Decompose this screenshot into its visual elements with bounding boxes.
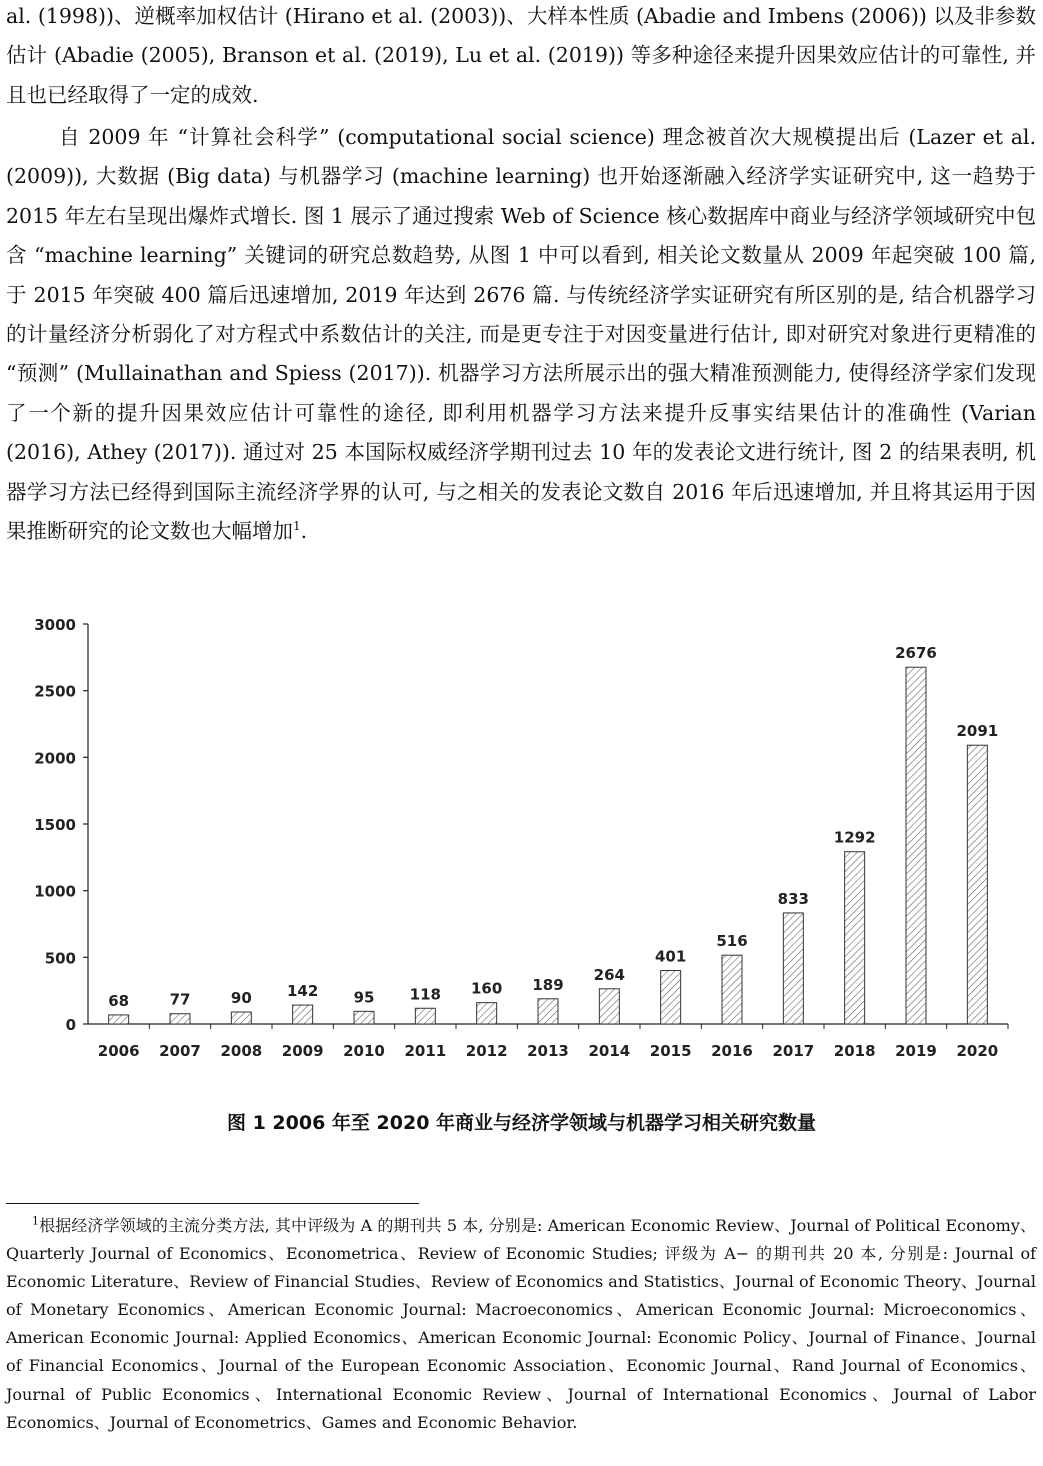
footnote-text: 根据经济学领域的主流分类方法, 其中评级为 A 的期刊共 5 本, 分别是: American Economic Review、Journal of Political Economy、Quarterly Journal of Economics、Econometrica、Review of Economic Studies; 评级为 A− 的期刊共 20 本, 分别是: Journal of Economic Literature、Review of Financial Studies、Review of Economics and Statistics、Journal of Economic Theory、Journal of Monetary Economics、American Economic Journal: Macroeconomics、American Economic Journal: Microeconomics、American Economic Journal: Applied Economics、American Economic Journal: Economic Policy、Journal of Finance、Journal of Financial Economics、Journal of the European Economic Association、Economic Journal、Rand Journal of Economics、Journal of Public Economics、International Economic Review、Journal of International Economics、Journal of Labor Economics、Journal of Econometrics、Games and Economic Behavior. bbox=[6, 1216, 1037, 1432]
bar bbox=[170, 1014, 190, 1024]
x-tick-label: 2019 bbox=[895, 1042, 937, 1060]
bar bbox=[109, 1015, 129, 1024]
x-tick-label: 2014 bbox=[588, 1042, 631, 1060]
bar bbox=[477, 1003, 497, 1024]
y-tick-label: 2000 bbox=[34, 749, 76, 768]
x-tick-label: 2013 bbox=[527, 1042, 569, 1060]
paragraph-2-end: . bbox=[300, 519, 308, 544]
bar bbox=[906, 667, 926, 1024]
x-tick-label: 2006 bbox=[97, 1042, 140, 1060]
paragraph-2 bbox=[6, 118, 1036, 551]
data-label: 118 bbox=[409, 985, 441, 1004]
x-tick-label: 2012 bbox=[465, 1042, 508, 1060]
figure-caption: 图 1 2006 年至 2020 年商业与经济学领域与机器学习相关研究数量 bbox=[226, 1112, 817, 1134]
x-tick-label: 2011 bbox=[404, 1042, 447, 1060]
bar bbox=[967, 745, 987, 1024]
y-tick-label: 2500 bbox=[34, 682, 76, 701]
data-label: 2676 bbox=[895, 644, 937, 663]
footnote bbox=[6, 1212, 1036, 1437]
x-tick-label: 2009 bbox=[281, 1042, 324, 1060]
data-label: 77 bbox=[169, 990, 191, 1009]
bar bbox=[415, 1008, 435, 1024]
data-label: 68 bbox=[108, 991, 130, 1010]
y-tick-label: 500 bbox=[44, 949, 76, 968]
bar bbox=[661, 971, 681, 1024]
x-tick-label: 2020 bbox=[956, 1042, 999, 1060]
y-tick-label: 1500 bbox=[34, 816, 76, 834]
paragraph-1-text: al. (1998))、逆概率加权估计 (Hirano et al. (2003))、大样本性质 (Abadie and Imbens (2006)) 以及非参数估计 (Abadie (2005), Branson et al. (2019), Lu et al. (2019)) 等多种途径来提升因果效应估计的可靠性, 并且也已经取得了一定的成效. bbox=[6, 4, 1036, 107]
bar bbox=[354, 1011, 374, 1024]
footnote-ref-mark[interactable]: 1 bbox=[293, 519, 301, 534]
bar bbox=[845, 852, 865, 1024]
bar bbox=[231, 1012, 251, 1024]
x-tick-label: 2008 bbox=[220, 1042, 263, 1060]
x-tick-label: 2010 bbox=[343, 1042, 385, 1060]
data-label: 516 bbox=[716, 932, 748, 951]
bar bbox=[293, 1005, 313, 1024]
data-label: 2091 bbox=[956, 722, 999, 741]
x-tick-label: 2015 bbox=[649, 1042, 692, 1060]
data-label: 189 bbox=[532, 975, 564, 994]
data-label: 264 bbox=[593, 965, 625, 984]
data-label: 95 bbox=[353, 988, 375, 1007]
x-tick-label: 2007 bbox=[159, 1042, 201, 1060]
footnote-rule bbox=[6, 1203, 419, 1204]
y-tick-label: 0 bbox=[65, 1016, 76, 1034]
bar bbox=[783, 913, 803, 1024]
bar bbox=[599, 989, 619, 1024]
data-label: 160 bbox=[471, 979, 503, 998]
data-label: 401 bbox=[655, 947, 687, 966]
paragraph-1 bbox=[6, 0, 1036, 115]
data-label: 833 bbox=[777, 889, 809, 908]
x-tick-label: 2017 bbox=[772, 1042, 815, 1060]
data-label: 90 bbox=[230, 989, 252, 1007]
figure-1-chart bbox=[0, 606, 1043, 1066]
y-tick-label: 1000 bbox=[34, 882, 76, 901]
bar bbox=[538, 999, 558, 1024]
paragraph-2-text: 自 2009 年 “计算社会科学” (computational social science) 理念被首次大规模提出后 (Lazer et al. (2009)), 大数据 (Big data) 与机器学习 (machine learning) 也开始逐渐融入经济学实证研究中, 这一趋势于 2015 年左右呈现出爆炸式增长. 图 1 展示了通过搜索 Web of Science 核心数据库中商业与经济学领域研究中包含 “machine learning” 关键词的研究总数趋势, 从图 1 中可以看到, 相关论文数量从 2009 年起突破 100 篇, 于 2015 年突破 400 篇后迅速增加, 2019 年达到 2676 篇. 与传统经济学实证研究有所区别的是, 结合机器学习的计量经济分析弱化了对方程式中系数估计的关注, 而是更专注于对因变量进行估计, 即对研究对象进行更精准的 “预测” (Mullainathan and Spiess (2017)). 机器学习方法所展示出的强大精准预测能力, 使得经济学家们发现了一个新的提升因果效应估计可靠性的途径, 即利用机器学习方法来提升反事实结果估计的准确性 (Varian (2016), Athey (2017)). 通过对 25 本国际权威经济学期刊过去 10 年的发表论文进行统计, 图 2 的结果表明, 机器学习方法已经得到国际主流经济学界的认可, 与之相关的发表论文数自 2016 年后迅速增加, 并且将其运用于因果推断研究的论文数也大幅增加 bbox=[6, 125, 1036, 544]
data-label: 1292 bbox=[833, 828, 876, 847]
bar-chart-svg bbox=[0, 606, 1043, 1066]
bar bbox=[722, 955, 742, 1024]
data-label: 142 bbox=[287, 982, 319, 1001]
footnote-mark: 1 bbox=[32, 1214, 39, 1228]
y-tick-label: 3000 bbox=[34, 616, 76, 634]
x-tick-label: 2016 bbox=[711, 1042, 753, 1060]
x-tick-label: 2018 bbox=[833, 1042, 876, 1060]
